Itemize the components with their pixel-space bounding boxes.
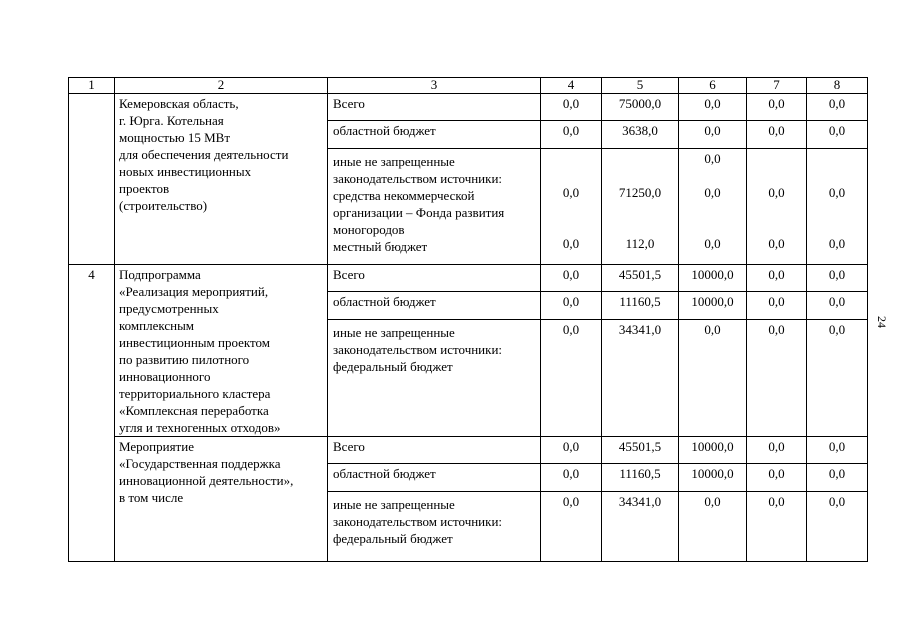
header-row [69,78,868,94]
value-col6: 0,0 [704,185,721,200]
subprogram-name-line: территориального кластера [119,386,271,401]
source-total: Всего [328,265,541,292]
activity-name-line: инновационной деятельности», [119,473,294,488]
source-regional-budget: областной бюджет [328,121,541,149]
value-col4-cell [541,149,602,265]
header-col-1: 1 [69,78,115,94]
source-line: средства некоммерческой [333,188,475,203]
source-line: законодательством источники: [333,514,503,529]
subprogram-name-line: инвестиционным проектом [119,335,271,350]
value-col7: 0,0 [747,121,807,149]
source-line: федеральный бюджет [333,359,453,374]
project-name-cell [115,94,328,265]
value-col6-local: 0,0 [704,236,721,251]
subprogram-name-line: Подпрограмма [119,267,201,282]
activity-name-line: в том числе [119,490,184,505]
source-other-cell [328,149,541,265]
source-line: законодательством источники: [333,171,503,186]
value-col7: 0,0 [747,292,807,320]
source-line: законодательством источники: [333,342,503,357]
value-col5-cell [602,149,679,265]
value-col7: 0,0 [747,492,807,562]
value-col5: 3638,0 [602,121,679,149]
header-col-7: 7 [747,78,807,94]
source-line: моногородов [333,222,405,237]
subprogram-name-line: предусмотренных [119,301,219,316]
value-col7: 0,0 [768,185,785,200]
table-row [69,94,868,121]
value-col6: 0,0 [679,320,747,437]
value-col6: 10000,0 [679,292,747,320]
value-col5: 34341,0 [602,320,679,437]
source-line: иные не запрещенные [333,154,455,169]
activity-name-line: Мероприятие [119,439,194,454]
value-col6: 10000,0 [679,437,747,464]
subprogram-name-line: инновационного [119,369,211,384]
table-row [69,437,868,464]
source-regional-budget: областной бюджет [328,464,541,492]
source-line: организации – Фонда развития [333,205,505,220]
subprogram-name-line: «Реализация мероприятий, [119,284,269,299]
activity-name-line: «Государственная поддержка [119,456,281,471]
value-col5: 11160,5 [602,292,679,320]
source-local-budget: местный бюджет [333,239,428,254]
header-col-3: 3 [328,78,541,94]
source-line: иные не запрещенные [333,325,455,340]
value-col7: 0,0 [747,437,807,464]
header-col-4: 4 [541,78,602,94]
value-col8: 0,0 [807,464,868,492]
source-line: федеральный бюджет [333,531,453,546]
value-col8: 0,0 [807,265,868,292]
value-col8: 0,0 [807,292,868,320]
value-col6: 0,0 [679,94,747,121]
value-col4: 0,0 [541,492,602,562]
source-other-cell [328,320,541,437]
value-col4: 0,0 [541,292,602,320]
page-number: 24 [875,316,889,328]
value-col6: 10000,0 [679,265,747,292]
value-col4: 0,0 [562,185,580,200]
value-col5: 71250,0 [618,185,662,200]
value-col8: 0,0 [807,492,868,562]
value-col6-cell [679,149,747,265]
value-col7-cell [747,149,807,265]
row-number-cell [69,94,115,265]
project-name-line: проектов [119,181,170,196]
value-col6-top: 0,0 [704,151,721,166]
subprogram-name-line: по развитию пилотного [119,352,250,367]
value-col4: 0,0 [541,320,602,437]
activity-name-cell [115,437,328,562]
value-col6: 10000,0 [679,464,747,492]
value-col4: 0,0 [541,464,602,492]
value-col8: 0,0 [807,121,868,149]
value-col5-local: 112,0 [625,236,655,251]
project-name-line: новых инвестиционных [119,164,252,179]
subprogram-name-line: комплексным [119,318,195,333]
value-col5: 34341,0 [602,492,679,562]
table-row [69,265,868,292]
source-total: Всего [328,437,541,464]
source-line: иные не запрещенные [333,497,455,512]
budget-table [68,77,868,562]
header-col-6: 6 [679,78,747,94]
header-col-8: 8 [807,78,868,94]
value-col8-cell [807,149,868,265]
value-col6: 0,0 [679,121,747,149]
value-col5: 11160,5 [602,464,679,492]
value-col4: 0,0 [541,265,602,292]
value-col4: 0,0 [541,121,602,149]
value-col8: 0,0 [807,437,868,464]
project-name-line: Кемеровская область, [119,96,239,111]
source-other-cell [328,492,541,562]
value-col4: 0,0 [541,94,602,121]
header-col-5: 5 [602,78,679,94]
header-col-2: 2 [115,78,328,94]
value-col8: 0,0 [807,320,868,437]
subprogram-name-line: «Комплексная переработка [119,403,269,418]
value-col7: 0,0 [747,265,807,292]
value-col4-local: 0,0 [562,236,580,251]
value-col6: 0,0 [679,492,747,562]
value-col7-local: 0,0 [768,236,785,251]
value-col5: 45501,5 [602,265,679,292]
value-col7: 0,0 [747,464,807,492]
value-col8: 0,0 [828,185,846,200]
subprogram-name-cell [115,265,328,437]
value-col7: 0,0 [747,94,807,121]
project-name-line: г. Юрга. Котельная [119,113,224,128]
project-name-line: для обеспечения деятельности [119,147,289,162]
source-regional-budget: областной бюджет [328,292,541,320]
value-col8-local: 0,0 [828,236,846,251]
source-total: Всего [328,94,541,121]
row-number-cell: 4 [69,265,115,562]
value-col7: 0,0 [747,320,807,437]
value-col5: 75000,0 [602,94,679,121]
value-col8: 0,0 [807,94,868,121]
project-name-line: (строительство) [119,198,208,213]
project-name-line: мощностью 15 МВт [119,130,231,145]
value-col4: 0,0 [541,437,602,464]
value-col5: 45501,5 [602,437,679,464]
subprogram-name-line: угля и техногенных отходов» [119,420,281,435]
